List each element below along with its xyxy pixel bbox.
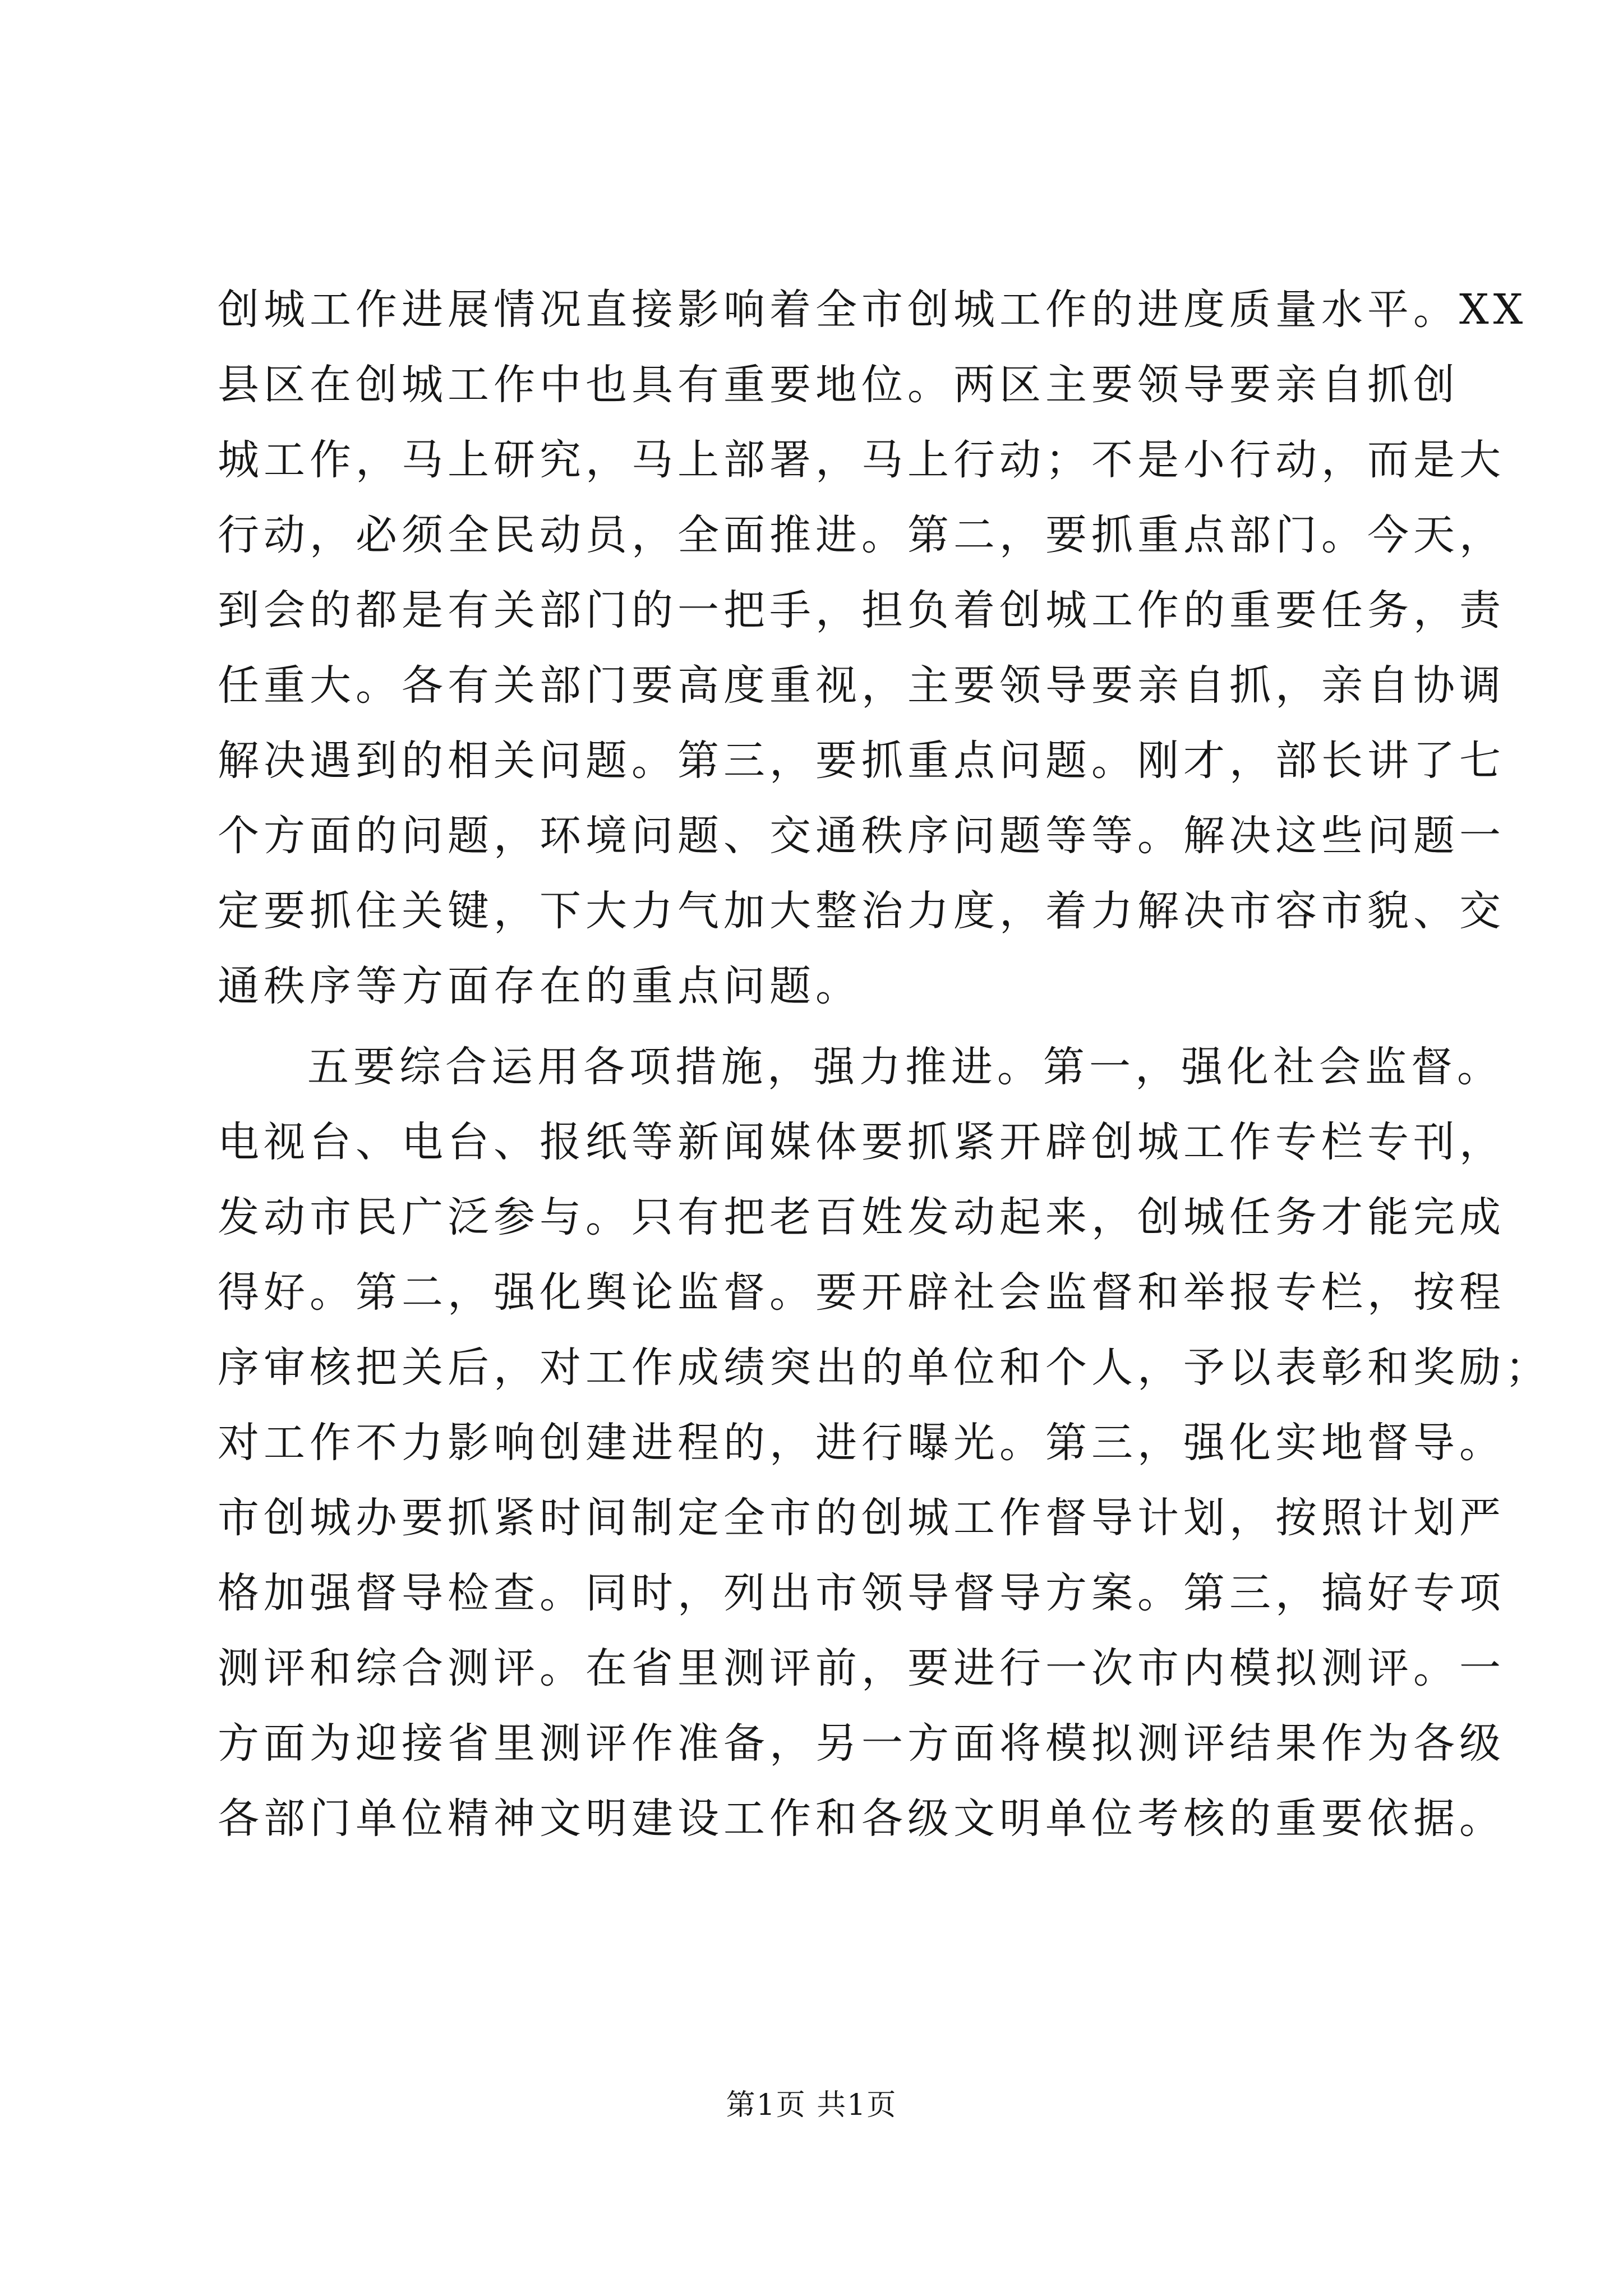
paragraph-break (218, 1024, 1418, 1029)
paragraph-2 (218, 1029, 1551, 1856)
document-body (218, 272, 1551, 1856)
text-line: 各部门单位精神文明建设工作和各级文明单位考核的重要依据。 (218, 1795, 1505, 1843)
text-line: 定要抓住关键，下大力气加大整治力度，着力解决市容市貌、交 (218, 887, 1505, 935)
paragraph-1 (218, 272, 1528, 1024)
text-line: 通秩序等方面存在的重点问题。 (218, 962, 861, 1010)
text-line: 县区在创城工作中也具有重要地位。两区主要领导要亲自抓创 (218, 361, 1459, 409)
text-line: 测评和综合测评。在省里测评前，要进行一次市内模拟测评。一 (218, 1644, 1505, 1692)
text-line: 电视台、电台、报纸等新闻媒体要抓紧开辟创城工作专栏专刊， (218, 1118, 1505, 1166)
text-line: 市创城办要抓紧时间制定全市的创城工作督导计划，按照计划严 (218, 1494, 1505, 1542)
text-line: 到会的都是有关部门的一把手，担负着创城工作的重要任务，责 (218, 586, 1505, 634)
text-line: 城工作，马上研究，马上部署，马上行动；不是小行动，而是大 (218, 436, 1505, 484)
text-line: 任重大。各有关部门要高度重视，主要领导要亲自抓，亲自协调 (218, 661, 1505, 710)
text-line: 个方面的问题，环境问题、交通秩序问题等等。解决这些问题一 (218, 812, 1505, 860)
text-line: 得好。第二，强化舆论监督。要开辟社会监督和举报专栏，按程 (218, 1268, 1505, 1317)
text-line: 对工作不力影响创建进程的，进行曝光。第三，强化实地督导。 (218, 1419, 1505, 1467)
page-footer: 第1页 共1页 (726, 2088, 897, 2122)
text-line: 发动市民广泛参与。只有把老百姓发动起来，创城任务才能完成 (218, 1193, 1505, 1241)
text-line-indented: 五要综合运用各项措施，强力推进。第一，强化社会监督。 (307, 1043, 1503, 1091)
text-line: 行动，必须全民动员，全面推进。第二，要抓重点部门。今天， (218, 511, 1505, 559)
text-line: 解决遇到的相关问题。第三，要抓重点问题。刚才，部长讲了七 (218, 737, 1505, 785)
text-line: 方面为迎接省里测评作准备，另一方面将模拟测评结果作为各级 (218, 1719, 1505, 1768)
text-line: 创城工作进展情况直接影响着全市创城工作的进度质量水平。XX (218, 286, 1528, 334)
text-line: 序审核把关后，对工作成绩突出的单位和个人，予以表彰和奖励； (218, 1343, 1551, 1392)
text-line: 格加强督导检查。同时，列出市领导督导方案。第三，搞好专项 (218, 1569, 1505, 1617)
